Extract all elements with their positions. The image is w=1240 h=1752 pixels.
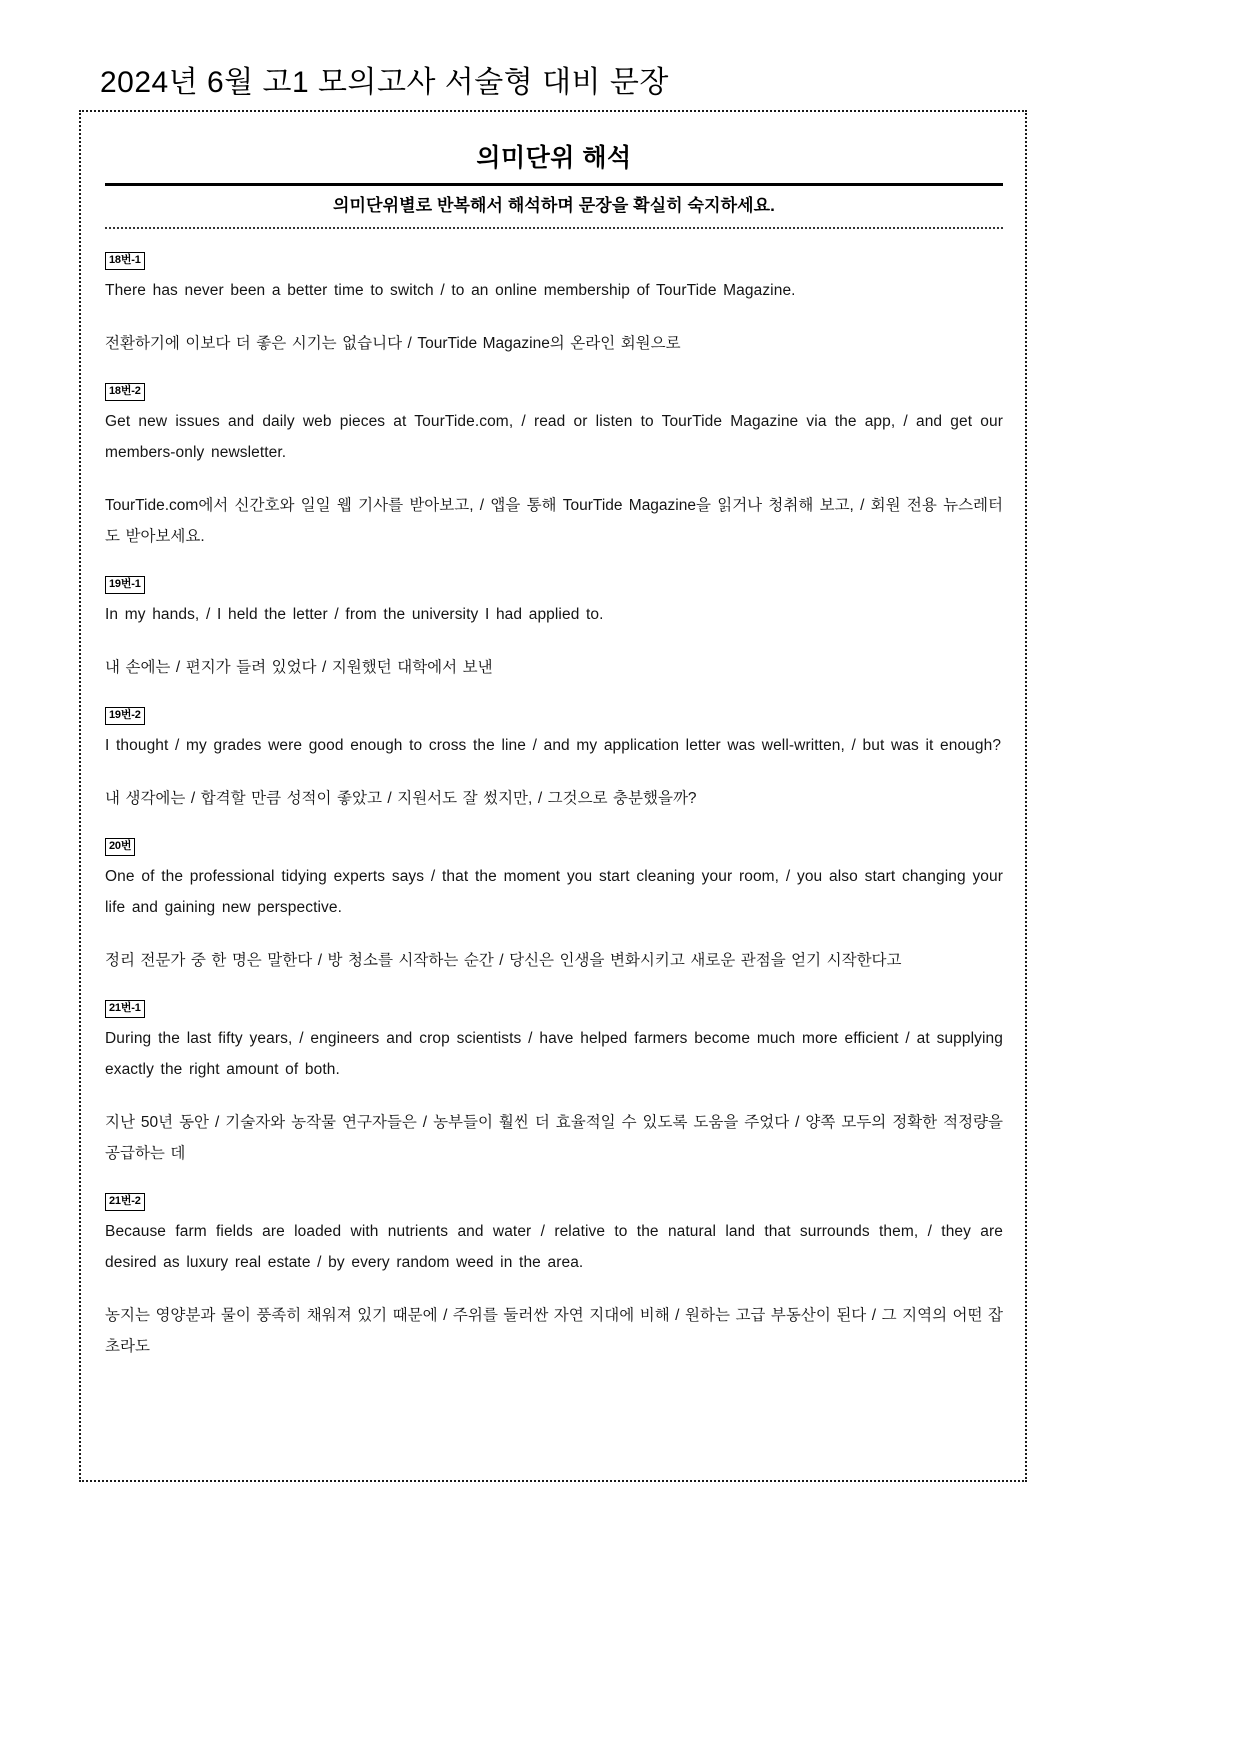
korean-translation: 내 생각에는 / 합격할 만큼 성적이 좋았고 / 지원서도 잘 썼지만, / 그것으로 충분했을까? (105, 790, 697, 808)
english-sentence: I thought / my grades were good enough to cross the line / and my application letter was well-written, / but was it enough? (105, 737, 1002, 755)
item-number-row (105, 836, 1003, 856)
english-sentence: There has never been a better time to switch / to an online membership of TourTide Magazine. (105, 282, 796, 300)
english-sentence: Get new issues and daily web pieces at TourTide.com, / read or listen to TourTide Magazine via the app, / and get our members-only newsletter. (105, 413, 1003, 462)
item-number-row (105, 381, 1003, 401)
document-heading: 의미단위 해석 (476, 144, 632, 172)
document-content (105, 130, 1003, 1470)
english-sentence: In my hands, / I held the letter / from the university I had applied to. (105, 606, 604, 624)
english-sentence: Because farm fields are loaded with nutrients and water / relative to the natural land that surrounds them, / they are desired as luxury real estate / by every random weed in the area. (105, 1223, 1003, 1272)
item-number-row (105, 998, 1003, 1018)
document-frame (79, 110, 1027, 1482)
sentence-item (105, 381, 1003, 552)
sentence-item (105, 705, 1003, 814)
item-number-badge: 18번-1 (105, 252, 145, 270)
item-number-badge: 19번-2 (105, 707, 145, 725)
sentence-item (105, 1191, 1003, 1362)
korean-translation: 내 손에는 / 편지가 들려 있었다 / 지원했던 대학에서 보낸 (105, 659, 493, 677)
item-number-row (105, 705, 1003, 725)
heading-divider (105, 183, 1003, 186)
korean-translation: 농지는 영양분과 물이 풍족히 채워져 있기 때문에 / 주위를 둘러싼 자연 지대에 비해 / 원하는 고급 부동산이 된다 / 그 지역의 어떤 잡초라도 (105, 1307, 1003, 1356)
item-number-badge: 21번-2 (105, 1193, 145, 1211)
item-number-row (105, 250, 1003, 270)
english-sentence: One of the professional tidying experts says / that the moment you start cleaning your room, / you also start changing your life and gaining new perspective. (105, 868, 1003, 917)
sentence-list (105, 250, 1003, 1362)
sentence-item (105, 574, 1003, 683)
item-number-badge: 19번-1 (105, 576, 145, 594)
item-number-row (105, 1191, 1003, 1211)
page-title: 2024년 6월 고1 모의고사 서술형 대비 문장 (100, 66, 669, 99)
item-number-badge: 18번-2 (105, 383, 145, 401)
item-number-row (105, 574, 1003, 594)
sentence-item (105, 250, 1003, 359)
english-sentence: During the last fifty years, / engineers and crop scientists / have helped farmers become much more efficient / at supplying exactly the right amount of both. (105, 1030, 1003, 1079)
sentence-item (105, 836, 1003, 976)
korean-translation: 정리 전문가 중 한 명은 말한다 / 방 청소를 시작하는 순간 / 당신은 인생을 변화시키고 새로운 관점을 얻기 시작한다고 (105, 952, 902, 970)
dotted-divider (105, 227, 1003, 229)
korean-translation: 전환하기에 이보다 더 좋은 시기는 없습니다 / TourTide Magazine의 온라인 회원으로 (105, 335, 681, 353)
korean-translation: TourTide.com에서 신간호와 일일 웹 기사를 받아보고, / 앱을 통해 TourTide Magazine을 읽거나 청취해 보고, / 회원 전용 뉴스레터도 받아보세요. (105, 497, 1003, 546)
korean-translation: 지난 50년 동안 / 기술자와 농작물 연구자들은 / 농부들이 훨씬 더 효율적일 수 있도록 도움을 주었다 / 양쪽 모두의 정확한 적정량을 공급하는 데 (105, 1114, 1003, 1163)
document-subheading: 의미단위별로 반복해서 해석하며 문장을 확실히 숙지하세요. (333, 196, 775, 216)
item-number-badge: 20번 (105, 838, 135, 856)
item-number-badge: 21번-1 (105, 1000, 145, 1018)
sentence-item (105, 998, 1003, 1169)
